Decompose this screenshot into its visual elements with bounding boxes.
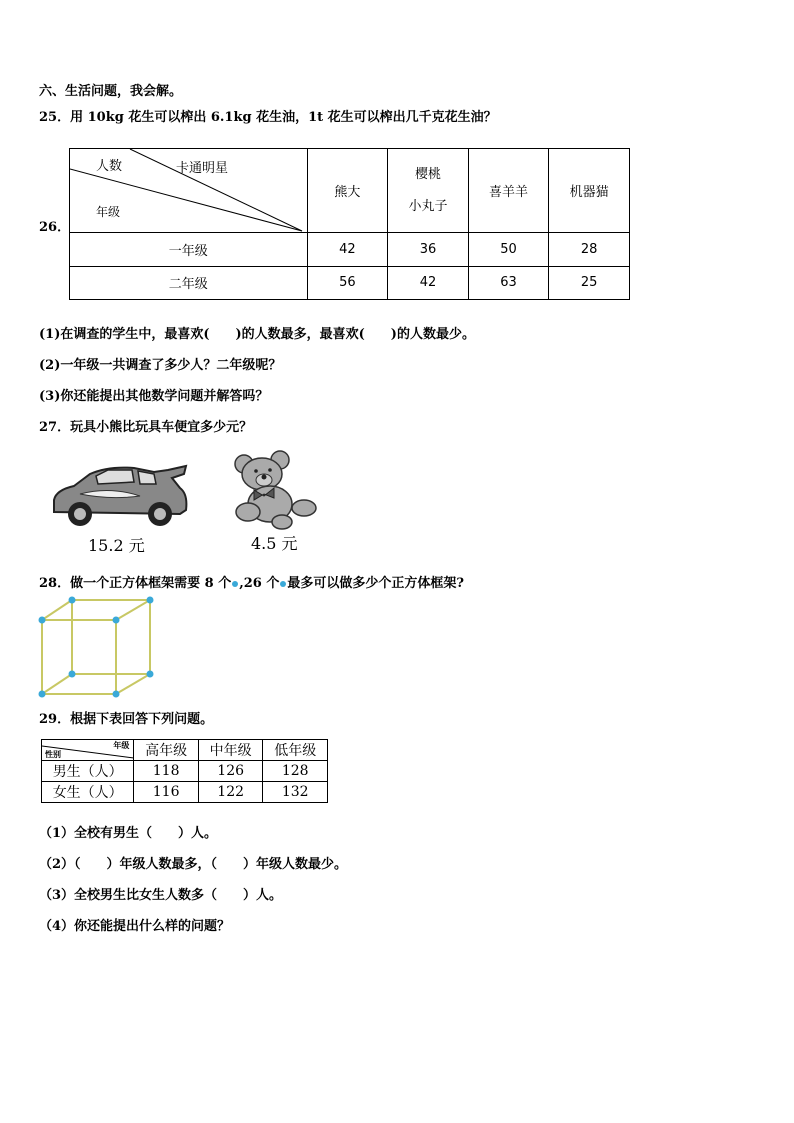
col-header-middle: 中年级 — [198, 740, 263, 761]
row-label: 二年级 — [70, 266, 308, 300]
table-cell: 42 — [388, 266, 469, 300]
question-26-number: 26． — [39, 220, 71, 235]
question-29-sub3: （3）全校男生比女生人数多（ ）人。 — [39, 888, 283, 903]
diagonal-header-cell — [70, 149, 308, 233]
col-header-high: 高年级 — [134, 740, 199, 761]
table-cell: 122 — [198, 782, 263, 803]
cartoon-survey-table — [69, 148, 630, 300]
table-cell: 118 — [134, 761, 199, 782]
question-27: 27．玩具小熊比玩具车便宜多少元？ — [39, 420, 253, 435]
question-25: 25．用 10kg 花生可以榨出 6.1kg 花生油，1t 花生可以榨出几千克花生油？ — [39, 110, 497, 125]
bear-price: 4.5 元 — [251, 534, 298, 553]
diag-label-count: 人数 — [96, 159, 123, 174]
table-cell: 50 — [468, 233, 549, 267]
col-header-yingtao-line2: 小丸子 — [408, 198, 448, 214]
question-26-sub3: (3)你还能提出其他数学问题并解答吗？ — [39, 389, 269, 404]
diagonal-header-cell — [42, 740, 134, 761]
car-price: 15.2 元 — [88, 536, 145, 555]
question-26-sub2: (2)一年级一共调查了多少人？二年级呢？ — [39, 358, 282, 373]
toy-car-image — [50, 460, 190, 530]
col-header-xiongda: 熊大 — [307, 149, 388, 233]
ball-icon — [280, 581, 286, 587]
col-header-yingtao-line1: 樱桃 — [414, 166, 441, 182]
diag-label-star: 卡通明星 — [176, 161, 229, 176]
question-29-sub1: （1）全校有男生（ ）人。 — [39, 826, 218, 841]
diag-label-grade: 年级 — [96, 205, 121, 219]
question-28-part3: 最多可以做多少个正方体框架? — [287, 576, 464, 591]
question-29-sub2: （2）（ ）年级人数最多，（ ）年级人数最少。 — [39, 857, 348, 872]
table-cell: 42 — [307, 233, 388, 267]
row-label: 男生（人） — [42, 761, 134, 782]
question-28-part1: 28．做一个正方体框架需要 8 个 — [39, 576, 232, 591]
question-28-part2: ,26 个 — [239, 576, 280, 591]
question-28 — [39, 572, 464, 591]
teddy-bear-image — [230, 450, 320, 530]
table-cell: 25 — [549, 266, 630, 300]
question-29-sub4: （4）你还能提出什么样的问题？ — [39, 919, 231, 934]
table-cell: 56 — [307, 266, 388, 300]
table-cell: 63 — [468, 266, 549, 300]
diag-label-grade: 年级 — [113, 740, 130, 750]
student-count-table — [41, 739, 328, 803]
col-header-jiqimao: 机器猫 — [549, 149, 630, 233]
section-heading: 六、生活问题，我会解。 — [39, 84, 183, 99]
ball-icon — [232, 581, 238, 587]
col-header-xiyangyang: 喜羊羊 — [468, 149, 549, 233]
table-cell: 132 — [263, 782, 328, 803]
table-cell: 116 — [134, 782, 199, 803]
question-29: 29．根据下表回答下列问题。 — [39, 712, 214, 727]
col-header-yingtao — [388, 149, 469, 233]
table-cell: 126 — [198, 761, 263, 782]
table-cell: 128 — [263, 761, 328, 782]
table-cell: 28 — [549, 233, 630, 267]
diag-label-gender: 性别 — [45, 749, 61, 759]
table-cell: 36 — [388, 233, 469, 267]
col-header-low: 低年级 — [263, 740, 328, 761]
cube-frame-image — [36, 594, 158, 700]
row-label: 一年级 — [70, 233, 308, 267]
question-26-sub1: (1)在调查的学生中，最喜欢( )的人数最多，最喜欢( )的人数最少。 — [39, 327, 475, 342]
row-label: 女生（人） — [42, 782, 134, 803]
